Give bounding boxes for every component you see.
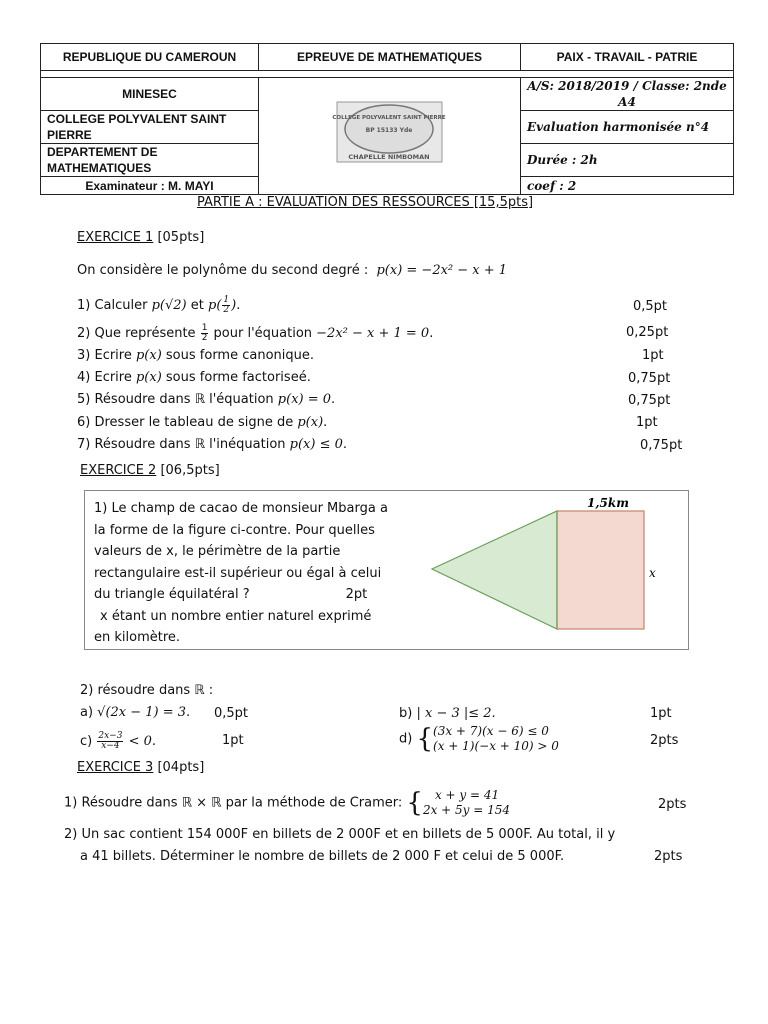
subject-cell bbox=[259, 44, 521, 71]
ex2-qb-points: 1pt bbox=[650, 706, 672, 721]
polynomial: p(x) = −2x² − x + 1 bbox=[376, 263, 508, 278]
box-line-1: 1) Le champ de cacao de monsieur Mbarga a bbox=[94, 501, 388, 516]
department-cell bbox=[41, 144, 259, 177]
motto-cell bbox=[521, 44, 734, 71]
duration: Durée : 2h bbox=[527, 153, 598, 167]
exercise-1-heading bbox=[77, 230, 204, 245]
box-line-2: la forme de la figure ci-contre. Pour quelles bbox=[94, 522, 375, 538]
box-line-6: x étant un nombre entier naturel exprimé bbox=[100, 608, 372, 624]
ex1-q6-points: 1pt bbox=[636, 415, 658, 430]
box-points: 2pt bbox=[345, 587, 368, 602]
box-line-5: du triangle équilatéral ? 2pt bbox=[94, 587, 368, 602]
box-line-7: en kilomètre. bbox=[94, 630, 181, 645]
ex3-q2-points: 2pts bbox=[654, 849, 683, 864]
ex1-question-4: 4) Ecrire p(x) sous forme factoriseé. bbox=[77, 370, 311, 385]
ex1-q3-points: 1pt bbox=[642, 348, 664, 363]
exercise-1-intro: On considère le polynôme du second degré : p(x) = −2x² − x + 1 bbox=[77, 263, 508, 278]
box-line-3: valeurs de x, le périmètre de la partie bbox=[94, 544, 341, 559]
evaluation-cell bbox=[521, 111, 734, 144]
ex2-question-d: d) { (3x + 7)(x − 6) ≤ 0 (x + 1)(−x + 10) > 0 bbox=[399, 724, 559, 754]
ex2-qa-points: 0,5pt bbox=[214, 706, 249, 721]
part-a-title: PARTIE A : EVALUATION DES RESSOURCES [15,5pts] bbox=[197, 195, 534, 210]
exercise-3-title: EXERCICE 3 bbox=[77, 760, 154, 775]
exercise-3-points: [04pts] bbox=[157, 760, 205, 775]
examiner: Examinateur : M. MAYI bbox=[85, 178, 214, 193]
year-class: A/S: 2018/2019 / Classe: 2nde A4 bbox=[527, 79, 727, 109]
ex1-q2-points: 0,25pt bbox=[626, 325, 669, 340]
ministry-cell bbox=[41, 78, 259, 111]
examiner-cell bbox=[41, 177, 259, 195]
header-table bbox=[40, 43, 734, 195]
ex2-box-text bbox=[94, 498, 388, 649]
ministry: MINESEC bbox=[122, 87, 177, 101]
ex2-qc-points: 1pt bbox=[222, 733, 244, 748]
ex2-question-c: c) $\frac{2x-3}{x-4}$ < 0. bbox=[80, 731, 156, 751]
box-line-4: rectangulaire est-il supérieur ou égal à celui bbox=[94, 565, 382, 581]
rectangle-shape bbox=[557, 511, 644, 629]
triangle-shape bbox=[432, 511, 557, 629]
ex2-problem-box bbox=[84, 490, 689, 650]
cocoa-field-figure bbox=[425, 491, 687, 647]
exercise-2-heading bbox=[80, 463, 220, 478]
ex1-q1-points: 0,5pt bbox=[633, 299, 668, 314]
ex1-question-3: 3) Ecrire p(x) sous forme canonique. bbox=[77, 348, 315, 363]
exercise-1-points: [05pts] bbox=[157, 230, 205, 245]
exercise-1-title: EXERCICE 1 bbox=[77, 230, 154, 245]
duration-cell bbox=[521, 144, 734, 177]
width-label: 1,5km bbox=[587, 496, 629, 510]
subject-title: EPREUVE DE MATHEMATIQUES bbox=[297, 50, 482, 64]
ex1-question-2: 2) Que représente $\frac{1}{2}$ pour l'équation −2x² − x + 1 = 0. bbox=[77, 323, 434, 343]
ex2-question-a: a) √(2x − 1) = 3. bbox=[80, 705, 191, 720]
ex3-question-1: 1) Résoudre dans ℝ × ℝ par la méthode de Cramer: { x + y = 41 2x + 5y = 154 bbox=[64, 788, 511, 818]
ex3-q1-points: 2pts bbox=[658, 797, 687, 812]
exercise-2-title: EXERCICE 2 bbox=[80, 463, 157, 478]
exercise-2-points: [06,5pts] bbox=[160, 463, 220, 478]
ex1-q5-points: 0,75pt bbox=[628, 393, 671, 408]
motto: PAIX - TRAVAIL - PATRIE bbox=[556, 50, 698, 64]
ex1-question-5: 5) Résoudre dans ℝ l'équation p(x) = 0. bbox=[77, 392, 336, 407]
republic-cell bbox=[41, 44, 259, 71]
ex3-question-2-line1: 2) Un sac contient 154 000F en billets de 2 000F et en billets de 5 000F. Au total, il y bbox=[64, 827, 616, 842]
school-name: COLLEGE POLYVALENT SAINT PIERRE bbox=[47, 112, 227, 142]
republic-name: REPUBLIQUE DU CAMEROUN bbox=[62, 50, 237, 64]
ex2-question-b: b) | x − 3 |≤ 2. bbox=[399, 706, 496, 721]
school-cell bbox=[41, 111, 259, 144]
ex2-question-2-intro: 2) résoudre dans ℝ : bbox=[80, 683, 214, 698]
ex1-question-6: 6) Dresser le tableau de signe de p(x). bbox=[77, 415, 328, 430]
seal-mid-text: BP 15133 Yde bbox=[365, 127, 413, 134]
evaluation: Evaluation harmonisée n°4 bbox=[527, 120, 710, 134]
seal-top-text: COLLEGE POLYVALENT SAINT PIERRE bbox=[332, 115, 446, 121]
seal-cell bbox=[259, 78, 521, 195]
school-seal-logo bbox=[259, 99, 520, 169]
year-class-cell bbox=[521, 78, 734, 111]
exercise-3-heading bbox=[77, 760, 204, 775]
coef: coef : 2 bbox=[527, 178, 577, 193]
ex1-question-1: 1) Calculer p(√2) et p( $\frac{1}{2}$ ). bbox=[77, 295, 241, 315]
department: DEPARTEMENT DE MATHEMATIQUES bbox=[47, 145, 158, 175]
height-label: x bbox=[649, 566, 656, 580]
ex1-question-7: 7) Résoudre dans ℝ l'inéquation p(x) ≤ 0. bbox=[77, 437, 348, 452]
seal-bottom-text: CHAPELLE NIMBOMAN bbox=[348, 153, 430, 161]
ex2-qd-points: 2pts bbox=[650, 733, 679, 748]
ex3-question-2-line2: a 41 billets. Déterminer le nombre de billets de 2 000 F et celui de 5 000F. bbox=[80, 849, 565, 864]
ex1-q7-points: 0,75pt bbox=[640, 438, 683, 453]
ex1-q4-points: 0,75pt bbox=[628, 371, 671, 386]
coef-cell bbox=[521, 177, 734, 195]
